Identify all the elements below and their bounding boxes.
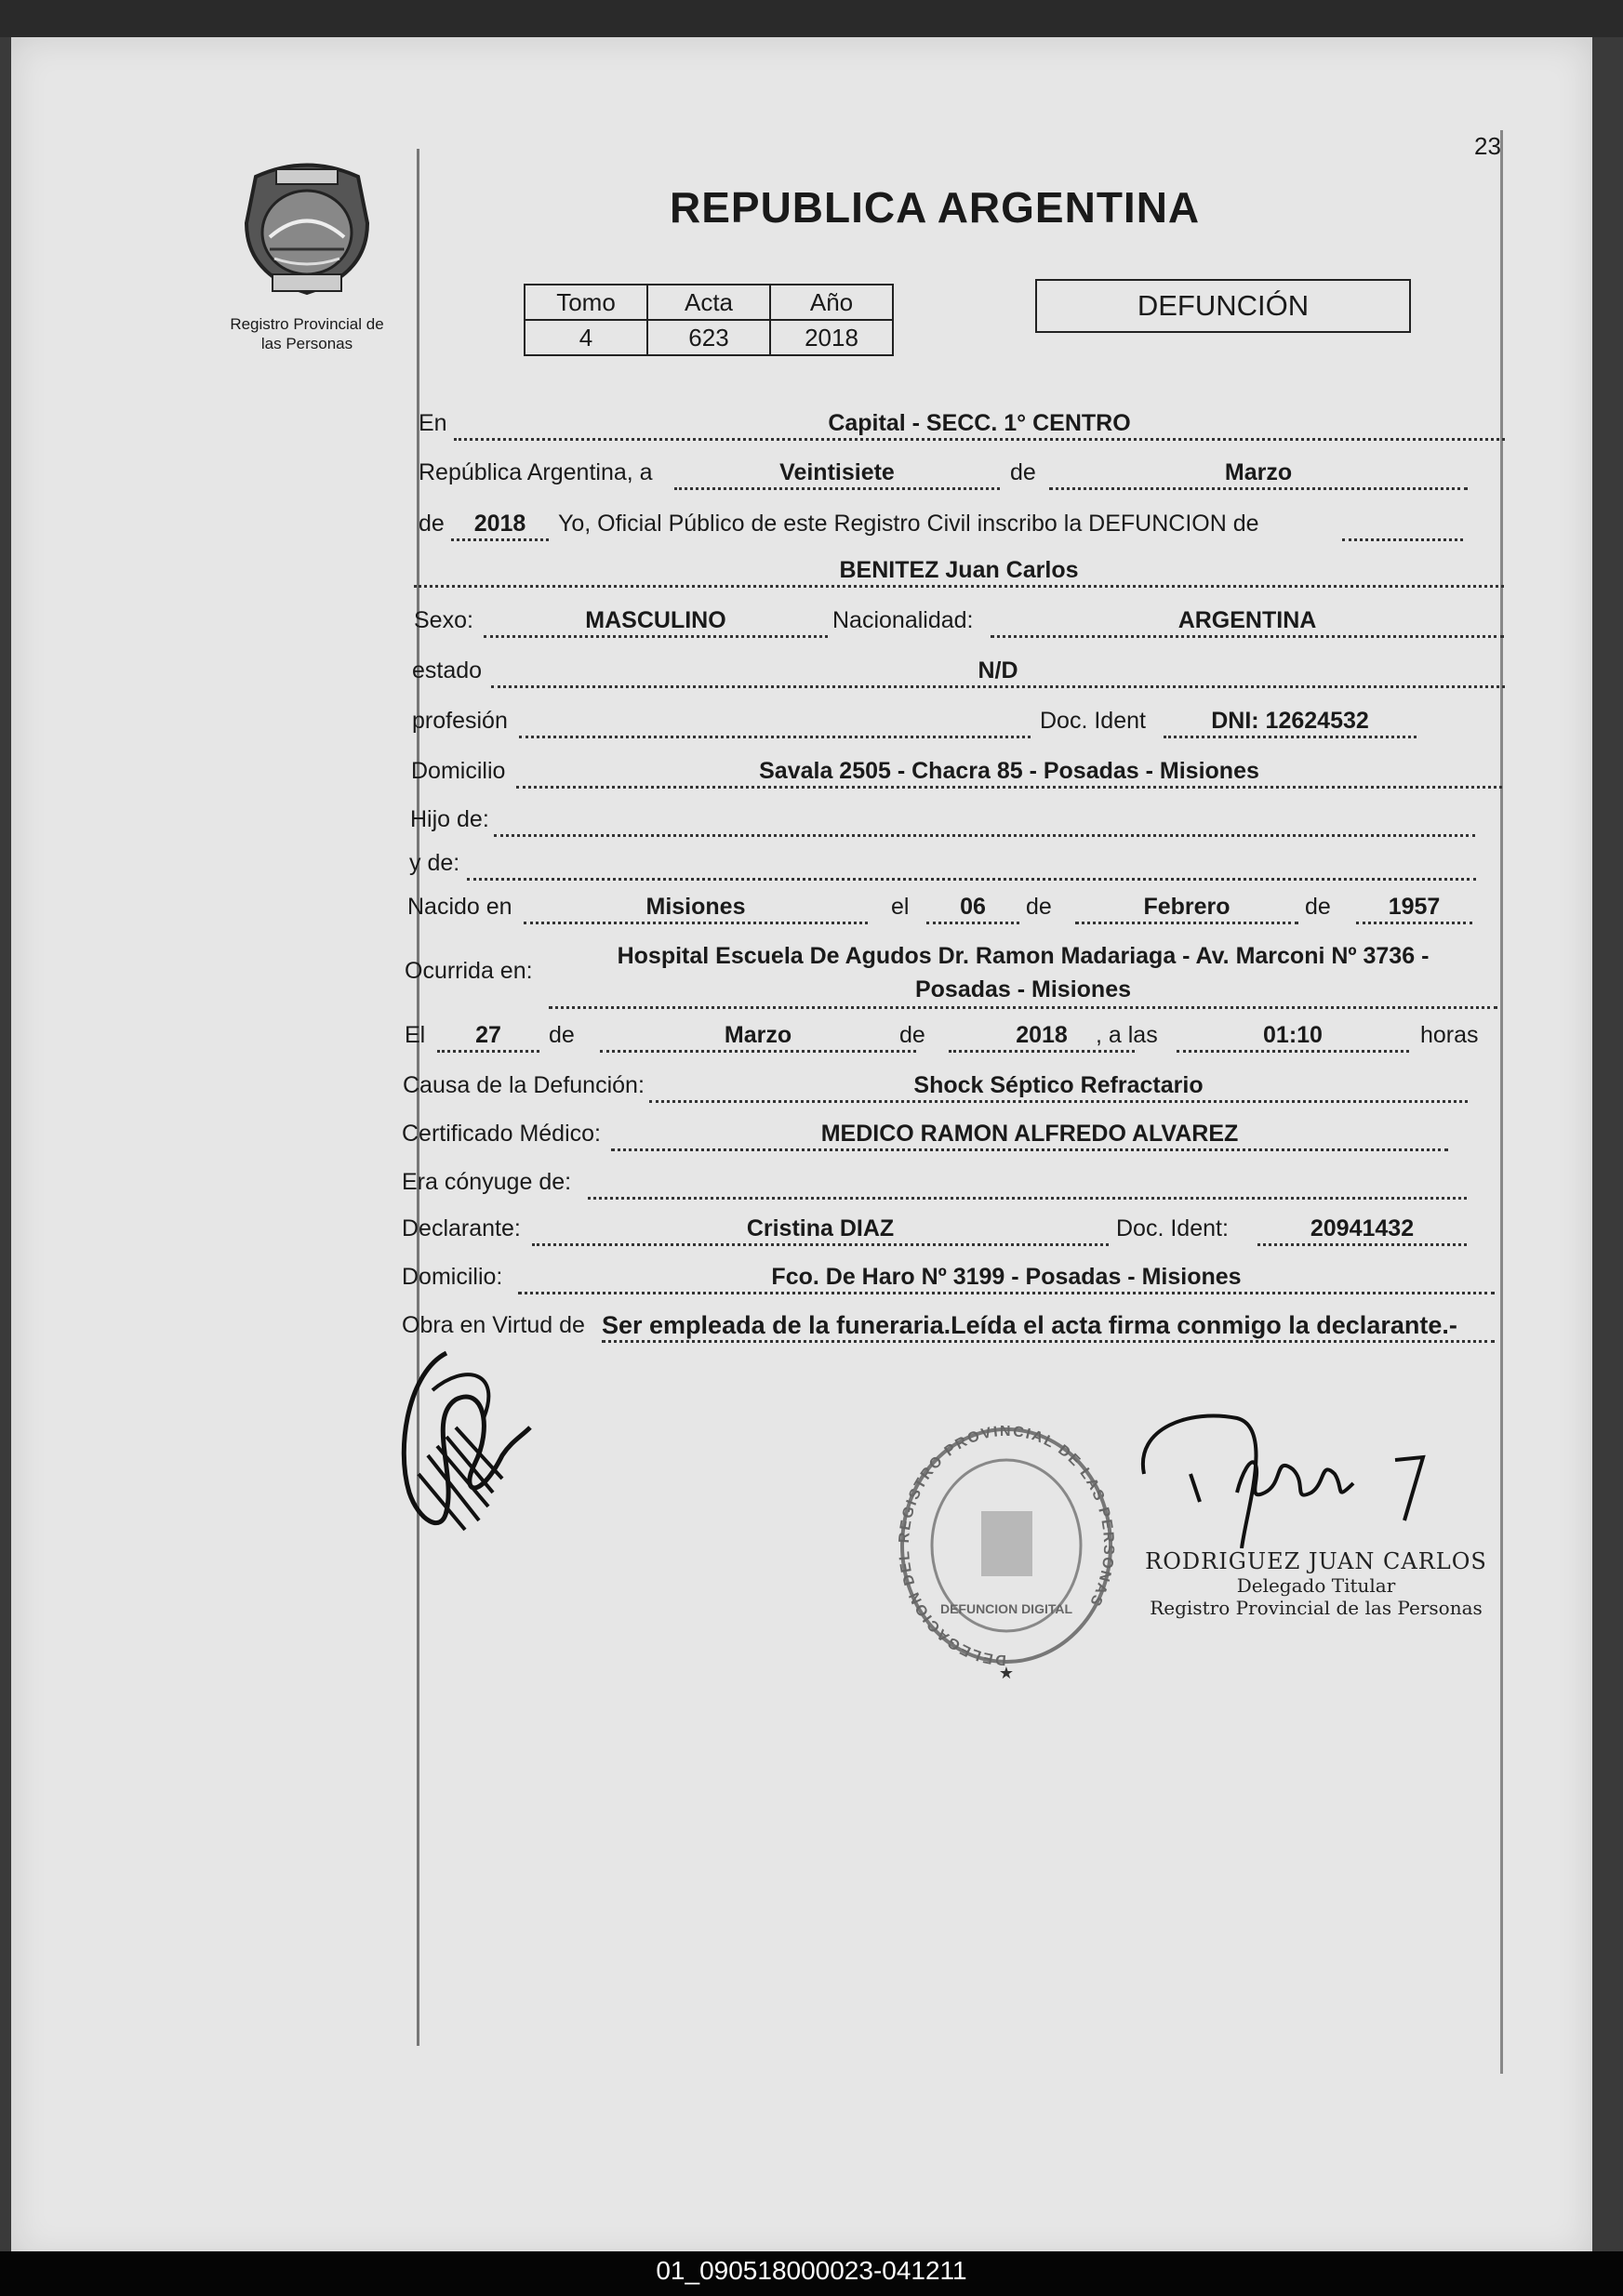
y-de-value: [467, 850, 1476, 881]
decl-doc-label: Doc. Ident:: [1116, 1215, 1229, 1241]
scan-background-top: [0, 0, 1623, 37]
stamp-ring-text: DELEGACION DEL REGISTRO PROVINCIAL DE LAS PERSONAS: [896, 1423, 1117, 1668]
birth-month-value: Febrero: [1075, 894, 1298, 924]
declarant-signature: [391, 1334, 539, 1544]
decl-domicilio-label: Domicilio:: [402, 1264, 503, 1290]
nacionalidad-label: Nacionalidad:: [832, 607, 974, 633]
row-basis: [402, 1311, 1499, 1343]
row-sex-nationality: [414, 606, 1507, 638]
registry-caption: [209, 314, 405, 353]
year-header: Año: [770, 285, 893, 320]
death-year-value: 2018: [949, 1022, 1135, 1053]
row-death-datetime: [405, 1021, 1483, 1053]
official-signature: [1135, 1400, 1470, 1548]
row-inscription: [419, 510, 1507, 541]
death-de-label-1: de: [549, 1022, 575, 1048]
day-words-value: Veintisiete: [674, 459, 1000, 490]
registry-stamp: [893, 1423, 1121, 1683]
official-name: RODRIGUEZ JUAN CARLOS: [1145, 1548, 1487, 1574]
el-upper-label: El: [405, 1022, 426, 1048]
tomo-header: Tomo: [525, 285, 647, 320]
inscribe-text: Yo, Oficial Público de este Registro Civil inscribo la DEFUNCION de: [558, 511, 1259, 537]
registry-caption-line2: las Personas: [260, 335, 353, 352]
obra-label: Obra en Virtud de: [402, 1312, 585, 1338]
row-place-of-death: [405, 939, 1502, 1014]
row-birth: [407, 893, 1486, 924]
row-father: [410, 805, 1480, 837]
certificado-value: MEDICO RAMON ALFREDO ALVAREZ: [611, 1121, 1448, 1151]
nacionalidad-value: ARGENTINA: [991, 607, 1504, 638]
horas-label: horas: [1420, 1022, 1479, 1048]
location-value: Capital - SECC. 1° CENTRO: [454, 410, 1505, 441]
stamp-center-text: DEFUNCION DIGITAL: [939, 1601, 1073, 1616]
causa-label: Causa de la Defunción:: [403, 1072, 645, 1098]
decl-doc-value: 20941432: [1257, 1215, 1467, 1246]
birth-year-value: 1957: [1356, 894, 1472, 924]
tomo-value: 4: [525, 320, 647, 355]
ocurrida-label: Ocurrida en:: [405, 958, 533, 984]
row-declarant: [402, 1214, 1471, 1246]
certificado-label: Certificado Médico:: [402, 1121, 601, 1147]
hijo-label: Hijo de:: [410, 806, 489, 832]
death-de-label-2: de: [899, 1022, 925, 1048]
estado-label: estado: [412, 657, 483, 683]
row-spouse: [402, 1168, 1471, 1200]
official-role: Delegado Titular: [1236, 1574, 1396, 1597]
decl-domicilio-value: Fco. De Haro Nº 3199 - Posadas - Misiones: [518, 1264, 1495, 1294]
row-deceased-name: [414, 556, 1507, 588]
row-location: [419, 409, 1507, 441]
republica-label: República Argentina, a: [419, 459, 653, 485]
row-profession-doc: [412, 707, 1507, 738]
de-year-label: de: [419, 511, 445, 537]
deceased-name-value: BENITEZ Juan Carlos: [414, 557, 1504, 588]
y-de-label: y de:: [409, 850, 460, 876]
row-address: [411, 757, 1507, 789]
tomo-acta-year-table: [524, 284, 894, 356]
declarante-label: Declarante:: [402, 1215, 521, 1241]
doc-ident-label: Doc. Ident: [1040, 708, 1146, 734]
nacido-label: Nacido en: [407, 894, 512, 920]
ocurrida-value: [549, 939, 1497, 1009]
row-cause: [403, 1071, 1472, 1103]
inscribe-blank: [1342, 511, 1463, 541]
province-seal-icon: [237, 158, 377, 298]
el-label: el: [891, 894, 910, 920]
de-label: de: [1010, 459, 1036, 485]
acta-value: 623: [647, 320, 770, 355]
registry-caption-line1: Registro Provincial de: [230, 315, 384, 333]
acta-header: Acta: [647, 285, 770, 320]
official-department: Registro Provincial de las Personas: [1150, 1597, 1483, 1619]
death-day-value: 27: [437, 1022, 539, 1053]
declarante-value: Cristina DIAZ: [532, 1215, 1109, 1246]
a-las-label: , a las: [1096, 1022, 1158, 1048]
row-date-words: [419, 458, 1507, 490]
year-value: 2018: [451, 511, 549, 541]
domicilio-label: Domicilio: [411, 758, 506, 784]
ocurrida-line1: Hospital Escuela De Agudos Dr. Ramon Madariaga - Av. Marconi Nº 3736 -: [617, 943, 1430, 969]
month-value: Marzo: [1049, 459, 1468, 490]
document-title: REPUBLICA ARGENTINA: [670, 183, 1201, 232]
death-time-value: 01:10: [1177, 1022, 1409, 1053]
year-value: 2018: [770, 320, 893, 355]
conyuge-value: [588, 1169, 1467, 1200]
obra-value: Ser empleada de la funeraria.Leída el acta firma conmigo la declarante.-: [602, 1312, 1495, 1343]
en-label: En: [419, 410, 447, 436]
doc-ident-value: DNI: 12624532: [1164, 708, 1417, 738]
row-mother: [409, 849, 1479, 881]
row-civil-status: [412, 657, 1507, 688]
estado-value: N/D: [491, 657, 1505, 688]
birth-de-label-1: de: [1026, 894, 1052, 920]
stamp-star-icon: ★: [998, 1664, 1015, 1682]
record-type-box: DEFUNCIÓN: [1035, 279, 1411, 333]
sexo-value: MASCULINO: [484, 607, 828, 638]
row-medical-certificate: [402, 1120, 1471, 1151]
death-month-value: Marzo: [600, 1022, 916, 1053]
domicilio-value: Savala 2505 - Chacra 85 - Posadas - Misiones: [516, 758, 1502, 789]
profesion-value: [519, 708, 1031, 738]
profesion-label: profesión: [412, 708, 508, 734]
row-declarant-address: [402, 1263, 1499, 1294]
official-block: [1139, 1548, 1493, 1619]
page-number: 23: [1474, 132, 1501, 160]
sexo-label: Sexo:: [414, 607, 473, 633]
birth-day-value: 06: [926, 894, 1019, 924]
hijo-value: [494, 806, 1475, 837]
conyuge-label: Era cónyuge de:: [402, 1169, 572, 1195]
scan-file-id: 01_090518000023-041211: [656, 2256, 967, 2285]
birth-de-label-2: de: [1305, 894, 1331, 920]
nacido-value: Misiones: [524, 894, 868, 924]
ocurrida-line2: Posadas - Misiones: [914, 976, 1132, 1002]
causa-value: Shock Séptico Refractario: [649, 1072, 1468, 1103]
